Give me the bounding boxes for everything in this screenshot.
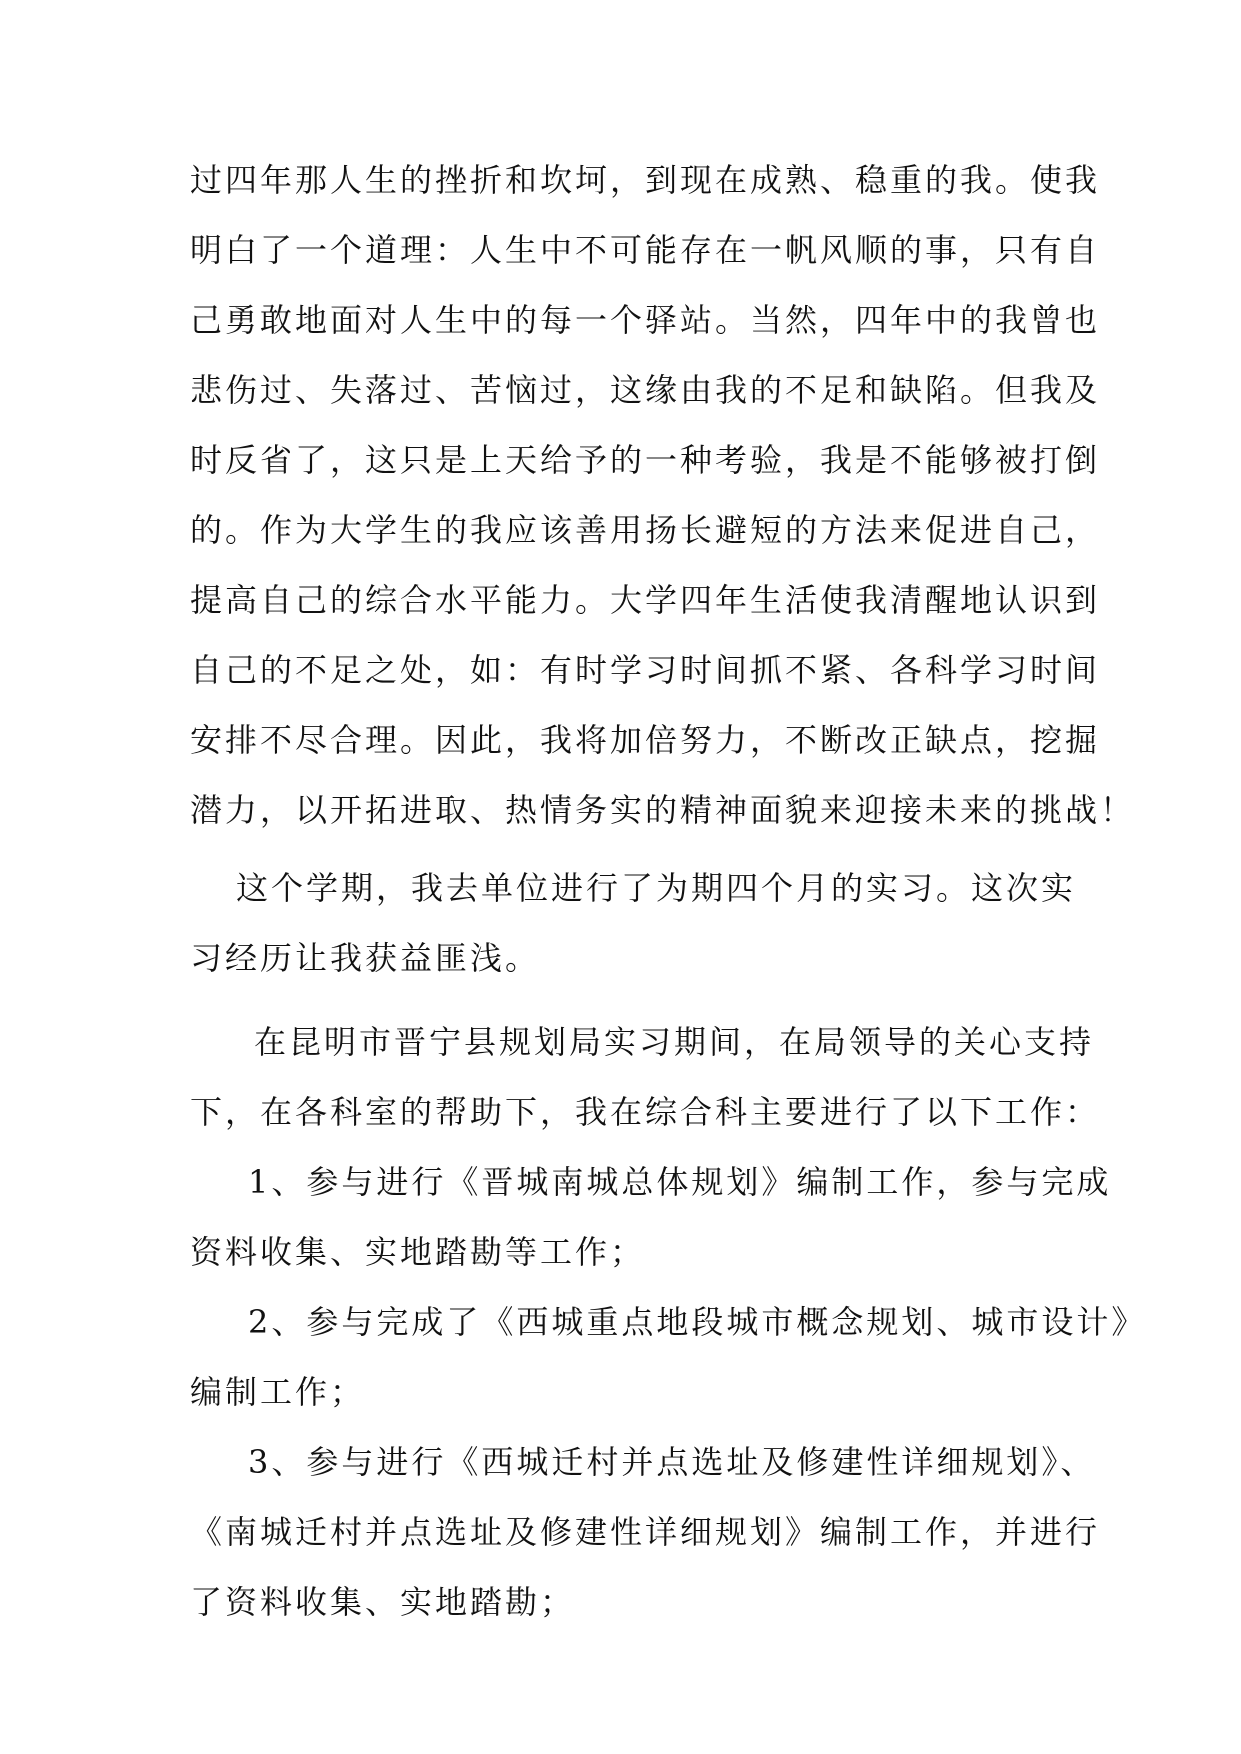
text-line: 过四年那人生的挫折和坎坷，到现在成熟、稳重的我。使我 bbox=[190, 161, 1101, 199]
text-line: 《南城迁村并点选址及修建性详细规划》编制工作，并进行 bbox=[190, 1513, 1101, 1551]
text-line: 这个学期，我去单位进行了为期四个月的实习。这次实 bbox=[236, 869, 1077, 907]
text-line: 习经历让我获益匪浅。 bbox=[190, 939, 541, 977]
text-line: 安排不尽合理。因此，我将加倍努力，不断改正缺点，挖掘 bbox=[190, 721, 1101, 759]
text-line: 在昆明市晋宁县规划局实习期间，在局领导的关心支持 bbox=[254, 1023, 1095, 1061]
text-line: 潜力，以开拓进取、热情务实的精神面貌来迎接未来的挑战！ bbox=[190, 791, 1136, 829]
text-line: 了资料收集、实地踏勘； bbox=[190, 1583, 576, 1621]
text-line: 时反省了，这只是上天给予的一种考验，我是不能够被打倒 bbox=[190, 441, 1101, 479]
text-line: 资料收集、实地踏勘等工作； bbox=[190, 1233, 646, 1271]
text-line: 1、参与进行《晋城南城总体规划》编制工作，参与完成 bbox=[248, 1163, 1112, 1201]
text-line: 的。作为大学生的我应该善用扬长避短的方法来促进自己， bbox=[190, 511, 1101, 549]
text-line: 下，在各科室的帮助下，我在综合科主要进行了以下工作： bbox=[190, 1093, 1101, 1131]
text-line: 明白了一个道理：人生中不可能存在一帆风顺的事，只有自 bbox=[190, 231, 1101, 269]
text-line: 提高自己的综合水平能力。大学四年生活使我清醒地认识到 bbox=[190, 581, 1101, 619]
text-line: 己勇敢地面对人生中的每一个驿站。当然，四年中的我曾也 bbox=[190, 301, 1101, 339]
text-line: 2、参与完成了《西城重点地段城市概念规划、城市设计》 bbox=[248, 1303, 1147, 1341]
text-line: 自己的不足之处，如：有时学习时间抓不紧、各科学习时间 bbox=[190, 651, 1101, 689]
text-line: 悲伤过、失落过、苦恼过，这缘由我的不足和缺陷。但我及 bbox=[190, 371, 1101, 409]
text-line: 3、参与进行《西城迁村并点选址及修建性详细规划》、 bbox=[248, 1443, 1096, 1481]
text-line: 编制工作； bbox=[190, 1373, 366, 1411]
